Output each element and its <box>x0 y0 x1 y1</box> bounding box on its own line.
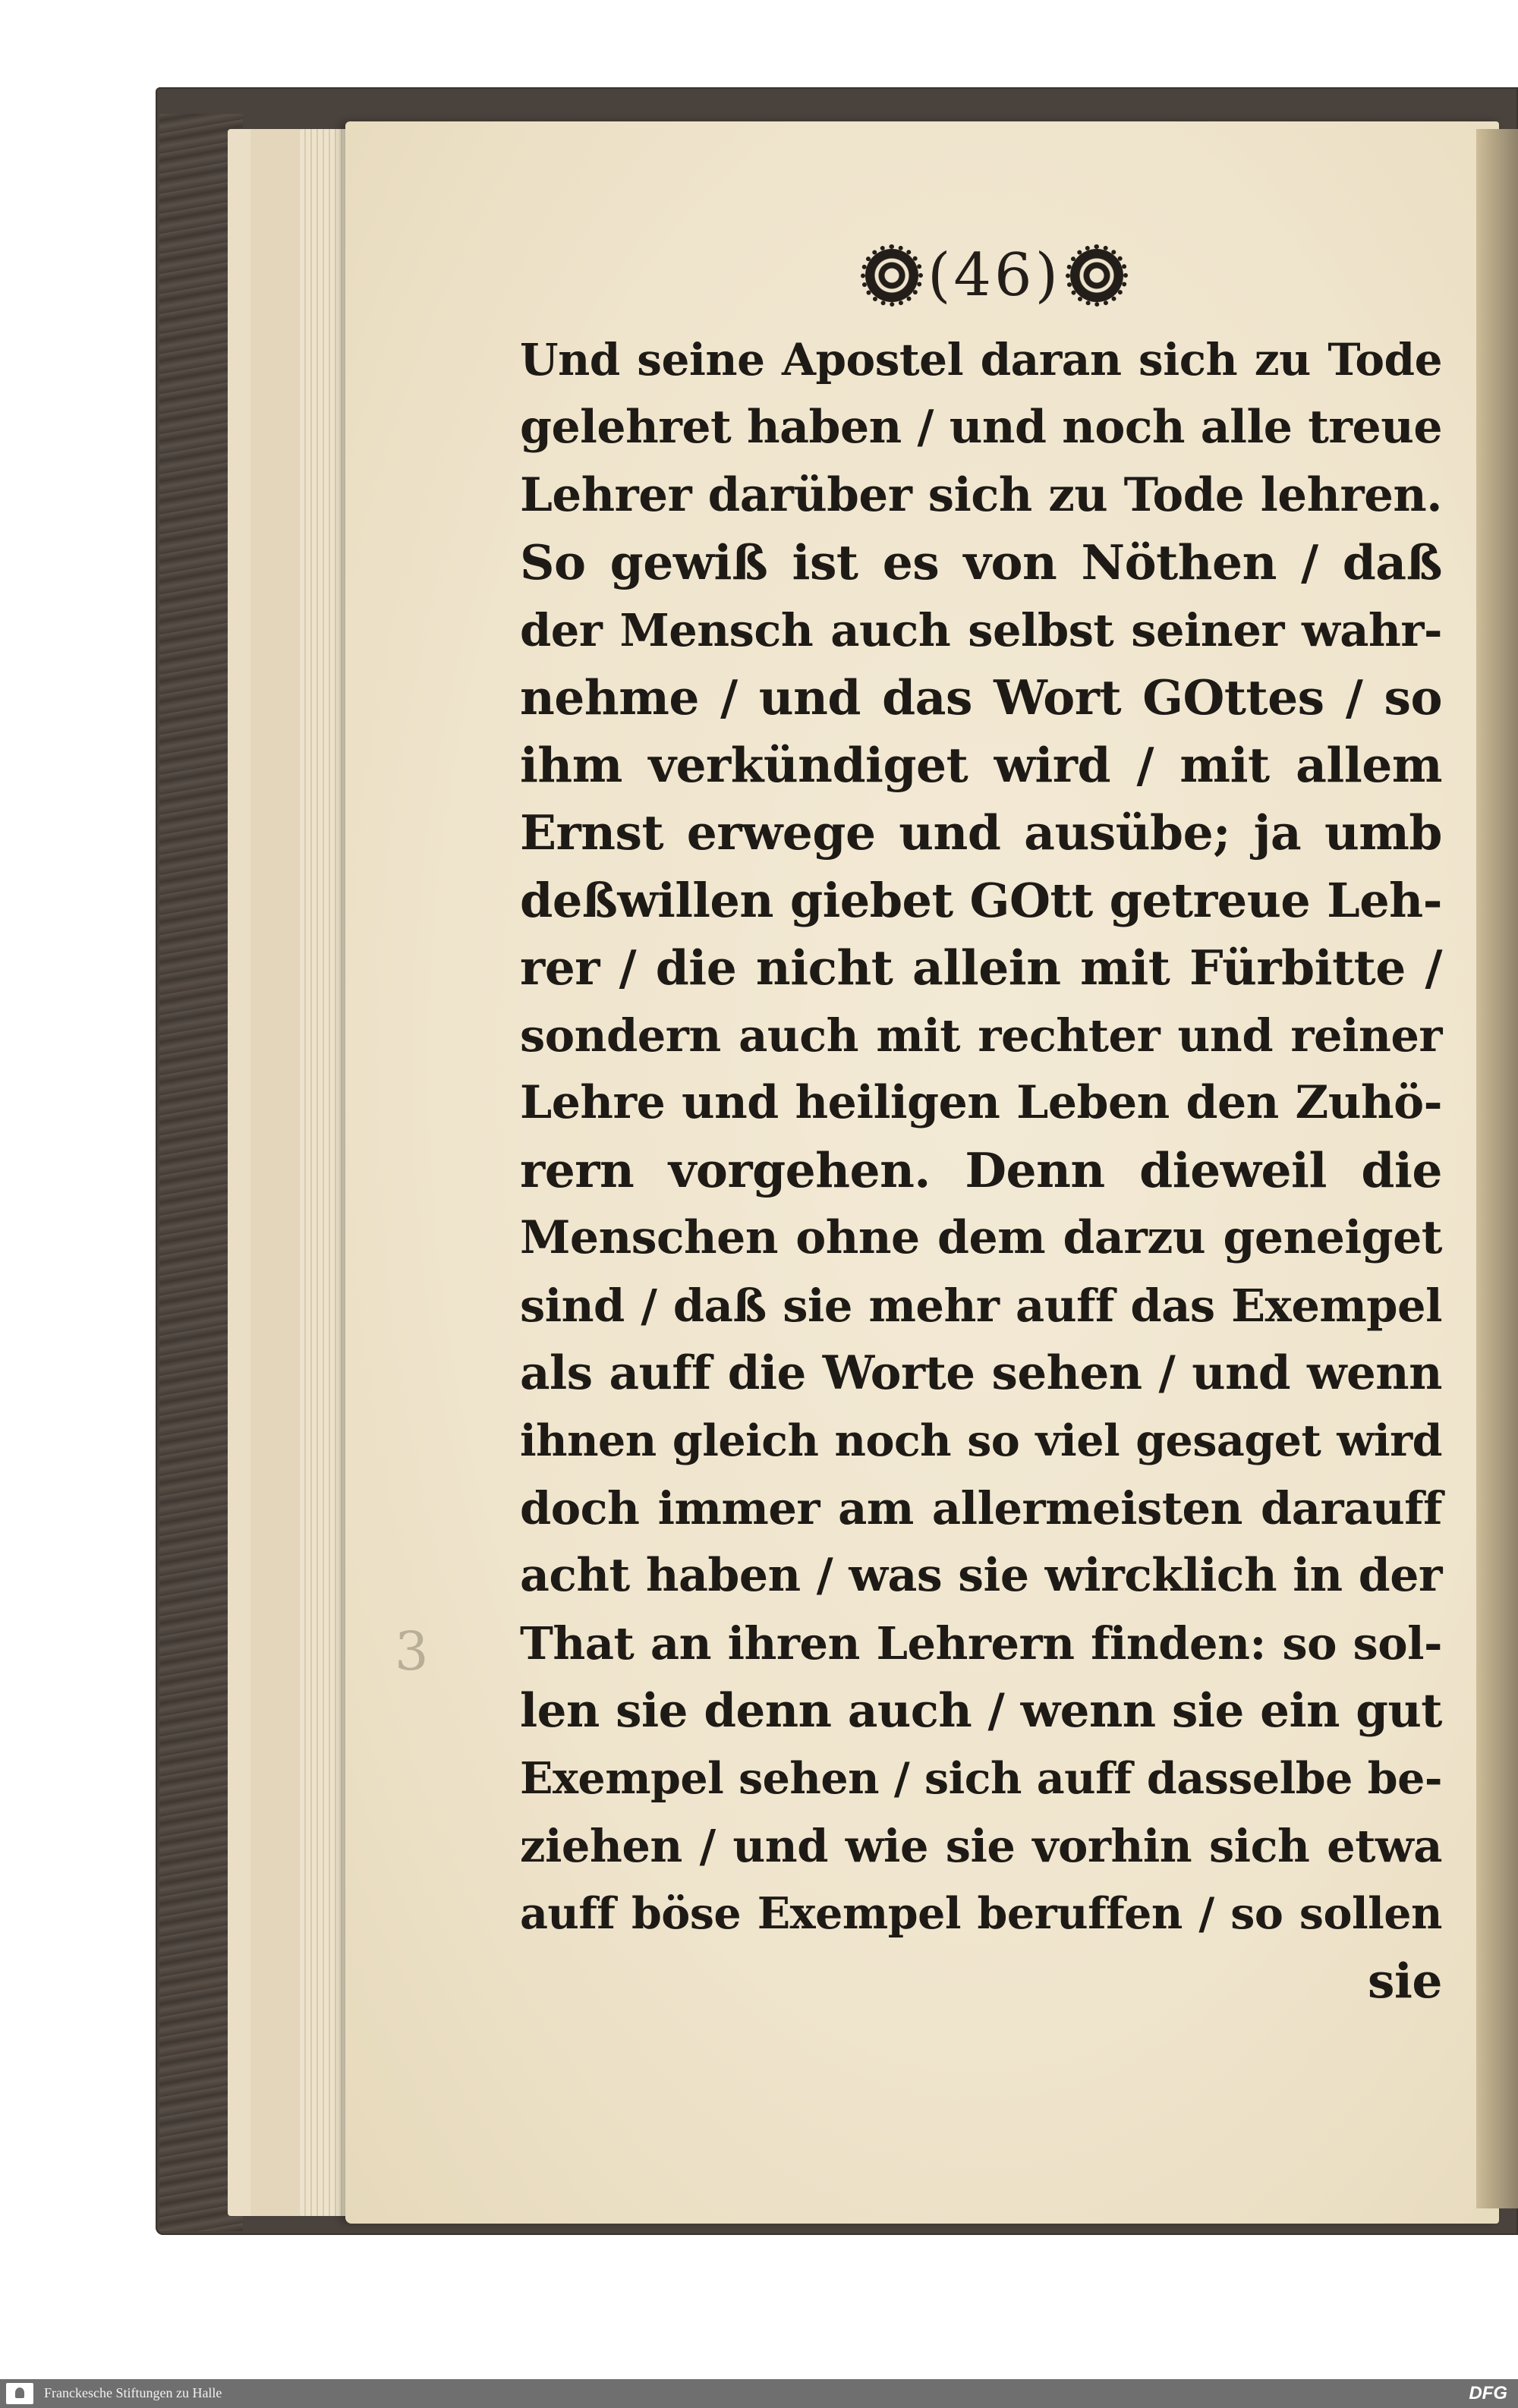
rosette-ornament-icon <box>1070 249 1123 302</box>
text-line: gelehret haben / und noch alle treue <box>520 401 1442 454</box>
text-line: rern vorgehen. Denn dieweil die <box>520 1142 1442 1198</box>
text-line: acht haben / was sie wircklich in der <box>520 1549 1442 1602</box>
text-line: nehme / und das Wort GOttes / so <box>520 669 1442 726</box>
text-line: ihnen gleich noch so viel gesaget wird <box>520 1415 1442 1466</box>
text-line: auff böse Exempel beruffen / so sollen <box>520 1888 1442 1939</box>
page-header <box>827 241 1161 310</box>
page-gutter <box>1476 129 1518 2208</box>
text-line: Lehrer darüber sich zu Tode lehren. <box>520 468 1442 522</box>
text-line: Ernst erwege und ausübe; ja umb <box>520 804 1442 861</box>
text-line: ziehen / und wie sie vorhin sich etwa <box>520 1820 1442 1872</box>
text-line: That an ihren Lehrern finden: so sol- <box>520 1617 1442 1670</box>
text-line: len sie denn auch / wenn sie ein gut <box>520 1684 1442 1738</box>
text-line: doch immer am allermeisten darauff <box>520 1482 1442 1535</box>
dfg-badge: DFG <box>1469 2383 1507 2403</box>
text-line: Menschen ohne dem darzu geneiget <box>520 1211 1442 1264</box>
text-line: ihm verkündiget wird / mit allem <box>520 737 1442 793</box>
page-number: (46) <box>927 241 1062 310</box>
text-line: Lehre und heiligen Leben den Zuhö- <box>520 1076 1442 1129</box>
text-line: sondern auch mit rechter und reiner <box>520 1009 1442 1062</box>
text-line: rer / die nicht allein mit Fürbitte / <box>520 940 1442 996</box>
text-line: sind / daß sie mehr auff das Exempel <box>520 1280 1442 1332</box>
margin-pencil-mark: 3 <box>395 1620 429 1682</box>
institution-logo-icon <box>6 2383 33 2404</box>
text-line: Exempel sehen / sich auff dasselbe be- <box>520 1753 1442 1804</box>
institution-name: Franckesche Stiftungen zu Halle <box>44 2385 222 2400</box>
text-line: Und seine Apostel daran sich zu Tode <box>520 334 1442 386</box>
viewer-footer <box>0 2379 1518 2408</box>
catchword: sie <box>1368 1953 1442 2009</box>
text-line: So gewiß ist es von Nöthen / daß <box>520 534 1442 590</box>
text-line: deßwillen giebet GOtt getreue Leh- <box>520 873 1442 928</box>
text-line: als auff die Worte sehen / und wenn <box>520 1346 1442 1400</box>
body-text <box>520 326 1442 2015</box>
text-line: der Mensch auch selbst seiner wahr- <box>520 604 1442 656</box>
rosette-ornament-icon <box>865 249 918 302</box>
